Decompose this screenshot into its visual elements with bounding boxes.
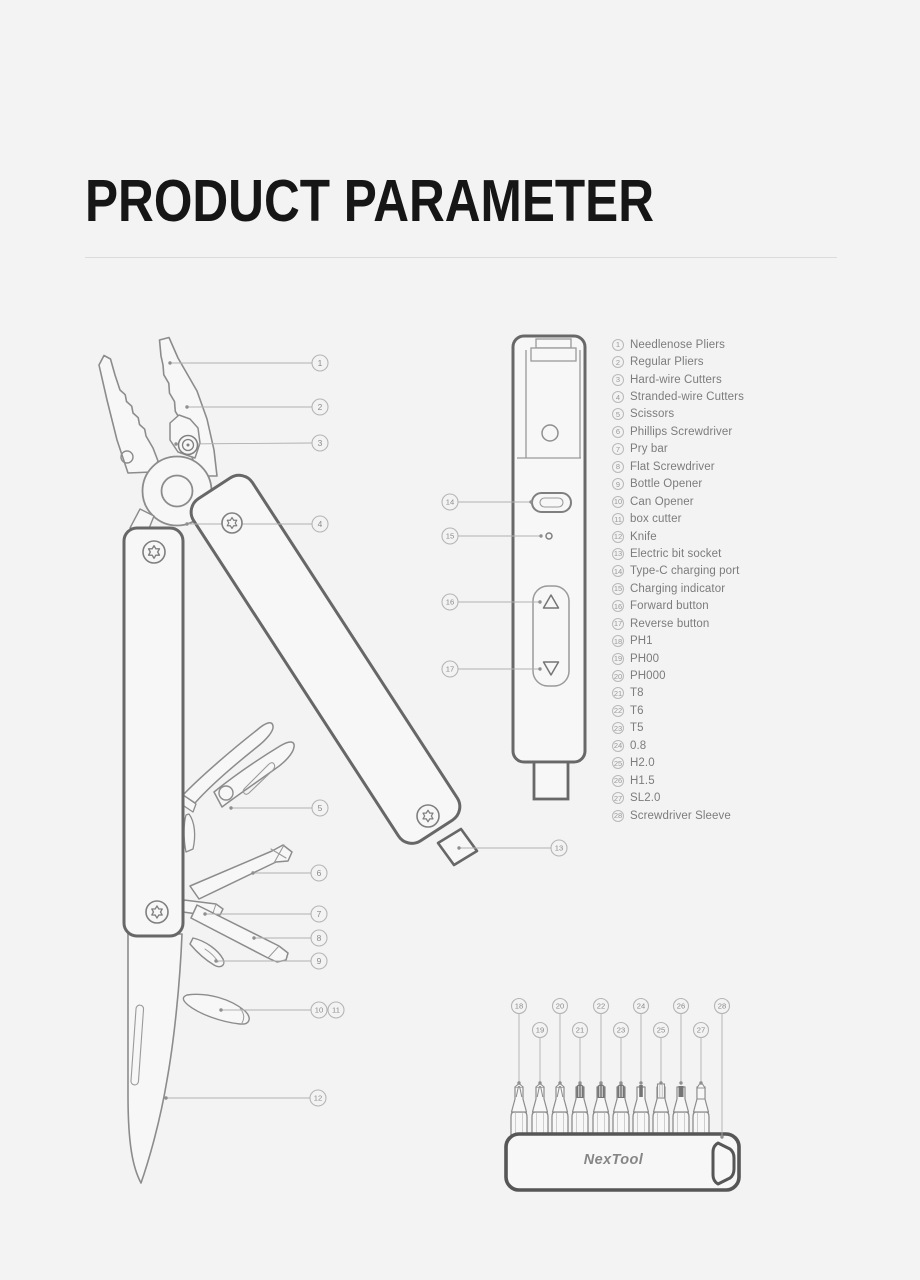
parts-list <box>612 336 744 824</box>
callout-19 <box>533 1023 548 1038</box>
list-item-number: 25 <box>613 758 623 768</box>
cutter-screw-icon <box>179 436 198 455</box>
callout-6 <box>311 865 327 881</box>
parts-list-item <box>612 650 744 667</box>
scissors-icon <box>183 723 294 852</box>
list-item-label: SL2.0 <box>630 792 661 805</box>
list-item-number: 19 <box>613 654 623 664</box>
sleeve-keyring-hole-icon <box>713 1143 734 1184</box>
callout-21 <box>573 1023 588 1038</box>
parts-list-item <box>612 667 744 684</box>
parts-list-item <box>612 510 744 527</box>
svg-text:17: 17 <box>445 664 455 674</box>
list-item-number: 3 <box>612 374 624 386</box>
bit-icon-27 <box>693 1084 709 1135</box>
list-item-label: Type-C charging port <box>630 565 740 578</box>
svg-text:28: 28 <box>717 1001 727 1011</box>
parts-list-item <box>612 598 744 615</box>
list-item-label: H2.0 <box>630 757 655 770</box>
list-item-label: box cutter <box>630 513 682 526</box>
list-item-label: Regular Pliers <box>630 356 704 369</box>
knife-icon <box>128 934 182 1183</box>
parts-list-item <box>612 423 744 440</box>
list-item-number: 11 <box>612 513 624 525</box>
list-item-number: 20 <box>613 671 623 681</box>
callout-27 <box>694 1023 709 1038</box>
list-item-label: PH1 <box>630 635 653 648</box>
list-item-label: Flat Screwdriver <box>630 460 715 473</box>
svg-text:15: 15 <box>445 531 455 541</box>
svg-text:19: 19 <box>535 1025 545 1035</box>
parts-list-item <box>612 685 744 702</box>
list-item-label: Reverse button <box>630 617 710 630</box>
list-item-number: 13 <box>613 549 623 559</box>
parts-list-item <box>612 632 744 649</box>
callout-8 <box>311 930 327 946</box>
list-item-label: T5 <box>630 722 644 735</box>
list-item-label: T8 <box>630 687 644 700</box>
left-handle <box>124 528 183 936</box>
bit-icon-25 <box>653 1084 669 1135</box>
list-item-number: 21 <box>613 688 623 698</box>
svg-text:13: 13 <box>554 843 564 853</box>
pivot-hole-icon <box>162 476 193 507</box>
driver-body <box>513 336 585 762</box>
bit-icon-18 <box>511 1084 527 1136</box>
bit-icon-23 <box>613 1084 629 1136</box>
callout-24 <box>634 999 649 1014</box>
bit-icon-26 <box>673 1086 689 1135</box>
callout-9 <box>311 953 327 969</box>
page-title: PRODUCT PARAMETER <box>85 168 655 234</box>
torx-screw-icon <box>143 541 165 563</box>
callout-15 <box>442 528 458 544</box>
list-item-label: Forward button <box>630 600 709 613</box>
parts-list-item <box>612 702 744 719</box>
parts-list-item <box>612 388 744 405</box>
callout-25 <box>654 1023 669 1038</box>
svg-text:11: 11 <box>332 1005 340 1015</box>
left-jaw-icon <box>99 356 158 474</box>
parts-list-item <box>612 720 744 737</box>
parts-list-item <box>612 545 744 562</box>
bottle-opener-icon <box>190 938 224 967</box>
list-item-number: 14 <box>613 566 623 576</box>
bit-icon-20 <box>552 1084 568 1136</box>
parts-list-item <box>612 737 744 754</box>
svg-text:5: 5 <box>317 802 323 813</box>
parts-list-item <box>612 336 744 353</box>
parts-list-item <box>612 772 744 789</box>
svg-text:2: 2 <box>317 401 323 412</box>
parts-list-item <box>612 755 744 772</box>
list-item-label: Phillips Screwdriver <box>630 425 733 438</box>
parts-list-item <box>612 441 744 458</box>
callout-4 <box>312 516 328 532</box>
parts-list-item <box>612 406 744 423</box>
list-item-number: 1 <box>612 339 624 351</box>
list-item-number: 5 <box>612 408 624 420</box>
callout-16 <box>442 594 458 610</box>
bit-set <box>511 1084 709 1136</box>
svg-text:21: 21 <box>575 1025 585 1035</box>
foldout-tools <box>183 845 292 1024</box>
svg-text:9: 9 <box>316 955 322 966</box>
parts-list-item <box>612 353 744 370</box>
list-item-number: 8 <box>612 461 624 473</box>
bit-icon-21 <box>572 1084 588 1136</box>
torx-screw-icon <box>146 901 168 923</box>
parts-list-item <box>612 493 744 510</box>
callout-28 <box>715 999 730 1014</box>
callout-7 <box>311 906 327 922</box>
list-item-number: 16 <box>613 601 623 611</box>
svg-text:4: 4 <box>317 518 323 529</box>
arm-bit-socket-icon <box>438 829 477 865</box>
svg-text:7: 7 <box>316 908 322 919</box>
parts-list-item <box>612 528 744 545</box>
svg-text:22: 22 <box>596 1001 606 1011</box>
type-c-port-icon <box>532 493 571 512</box>
callout-20 <box>553 999 568 1014</box>
svg-text:6: 6 <box>316 867 322 878</box>
list-item-label: Screwdriver Sleeve <box>630 809 731 822</box>
callout-1 <box>312 355 328 371</box>
callout-2 <box>312 399 328 415</box>
bit-icon-19 <box>532 1084 548 1136</box>
list-item-label: Needlenose Pliers <box>630 338 726 351</box>
callout-22 <box>594 999 609 1014</box>
list-item-number: 28 <box>613 811 623 821</box>
list-item-number: 23 <box>613 723 623 733</box>
parts-list-item <box>612 615 744 632</box>
bit-clip-icon <box>536 339 571 348</box>
list-item-number: 18 <box>613 636 623 646</box>
list-item-label: Bottle Opener <box>630 478 703 491</box>
list-item-number: 27 <box>613 793 623 803</box>
phillips-screwdriver-icon <box>190 845 292 899</box>
callout-18 <box>512 999 527 1014</box>
callout-3 <box>312 435 328 451</box>
parts-list-item <box>612 563 744 580</box>
list-item-label: Can Opener <box>630 495 694 508</box>
bit-icon-24 <box>633 1085 649 1135</box>
parts-list-item <box>612 458 744 475</box>
list-item-number: 10 <box>613 497 623 507</box>
list-item-number: 6 <box>612 426 624 438</box>
svg-text:12: 12 <box>313 1093 323 1103</box>
list-item-number: 12 <box>613 532 623 542</box>
charging-indicator-icon <box>546 533 552 539</box>
electric-screwdriver-drawing <box>513 336 585 799</box>
svg-text:26: 26 <box>676 1001 686 1011</box>
list-item-label: Hard-wire Cutters <box>630 373 722 386</box>
callout-10 <box>311 1002 327 1018</box>
torx-screw-icon <box>222 513 242 533</box>
list-item-label: 0.8 <box>630 739 647 752</box>
list-item-label: T6 <box>630 704 644 717</box>
parts-list-item <box>612 789 744 806</box>
list-item-number: 17 <box>613 619 623 629</box>
svg-text:27: 27 <box>696 1025 706 1035</box>
svg-text:14: 14 <box>445 497 455 507</box>
svg-text:8: 8 <box>316 932 322 943</box>
can-opener-icon <box>183 994 249 1024</box>
callout-11 <box>328 1002 344 1018</box>
list-item-label: H1.5 <box>630 774 655 787</box>
callout-17 <box>442 661 458 677</box>
svg-text:18: 18 <box>514 1001 524 1011</box>
callout-5 <box>312 800 328 816</box>
svg-text:1: 1 <box>317 357 323 368</box>
brand-logo: NexTool <box>583 1152 644 1168</box>
list-item-number: 9 <box>612 478 624 490</box>
driver-bit-socket-icon <box>534 762 568 799</box>
svg-text:25: 25 <box>656 1025 666 1035</box>
parts-list-item <box>612 476 744 493</box>
callout-26 <box>674 999 689 1014</box>
callout-23 <box>614 1023 629 1038</box>
list-item-label: PH000 <box>630 670 666 683</box>
parts-list-item <box>612 580 744 597</box>
torx-screw-icon <box>417 805 439 827</box>
list-item-number: 22 <box>613 706 623 716</box>
bit-icon-22 <box>593 1084 609 1136</box>
svg-text:24: 24 <box>636 1001 646 1011</box>
callout-12 <box>310 1090 326 1106</box>
svg-text:10: 10 <box>314 1005 324 1015</box>
list-item-label: Knife <box>630 530 657 543</box>
list-item-number: 24 <box>613 741 623 751</box>
svg-text:23: 23 <box>616 1025 626 1035</box>
list-item-number: 26 <box>613 776 623 786</box>
list-item-label: Scissors <box>630 408 675 421</box>
svg-text:3: 3 <box>317 437 323 448</box>
svg-text:16: 16 <box>445 597 455 607</box>
list-item-label: PH00 <box>630 652 660 665</box>
list-item-label: Charging indicator <box>630 582 726 595</box>
list-item-label: Electric bit socket <box>630 547 722 560</box>
parts-list-item <box>612 371 744 388</box>
list-item-label: Stranded-wire Cutters <box>630 391 744 404</box>
list-item-number: 15 <box>613 584 623 594</box>
parts-list-item <box>612 807 744 824</box>
list-item-number: 2 <box>612 356 624 368</box>
svg-text:20: 20 <box>555 1001 565 1011</box>
list-item-number: 7 <box>612 443 624 455</box>
callout-14 <box>442 494 458 510</box>
callout-13 <box>551 840 567 856</box>
list-item-label: Pry bar <box>630 443 668 456</box>
list-item-number: 4 <box>612 391 624 403</box>
